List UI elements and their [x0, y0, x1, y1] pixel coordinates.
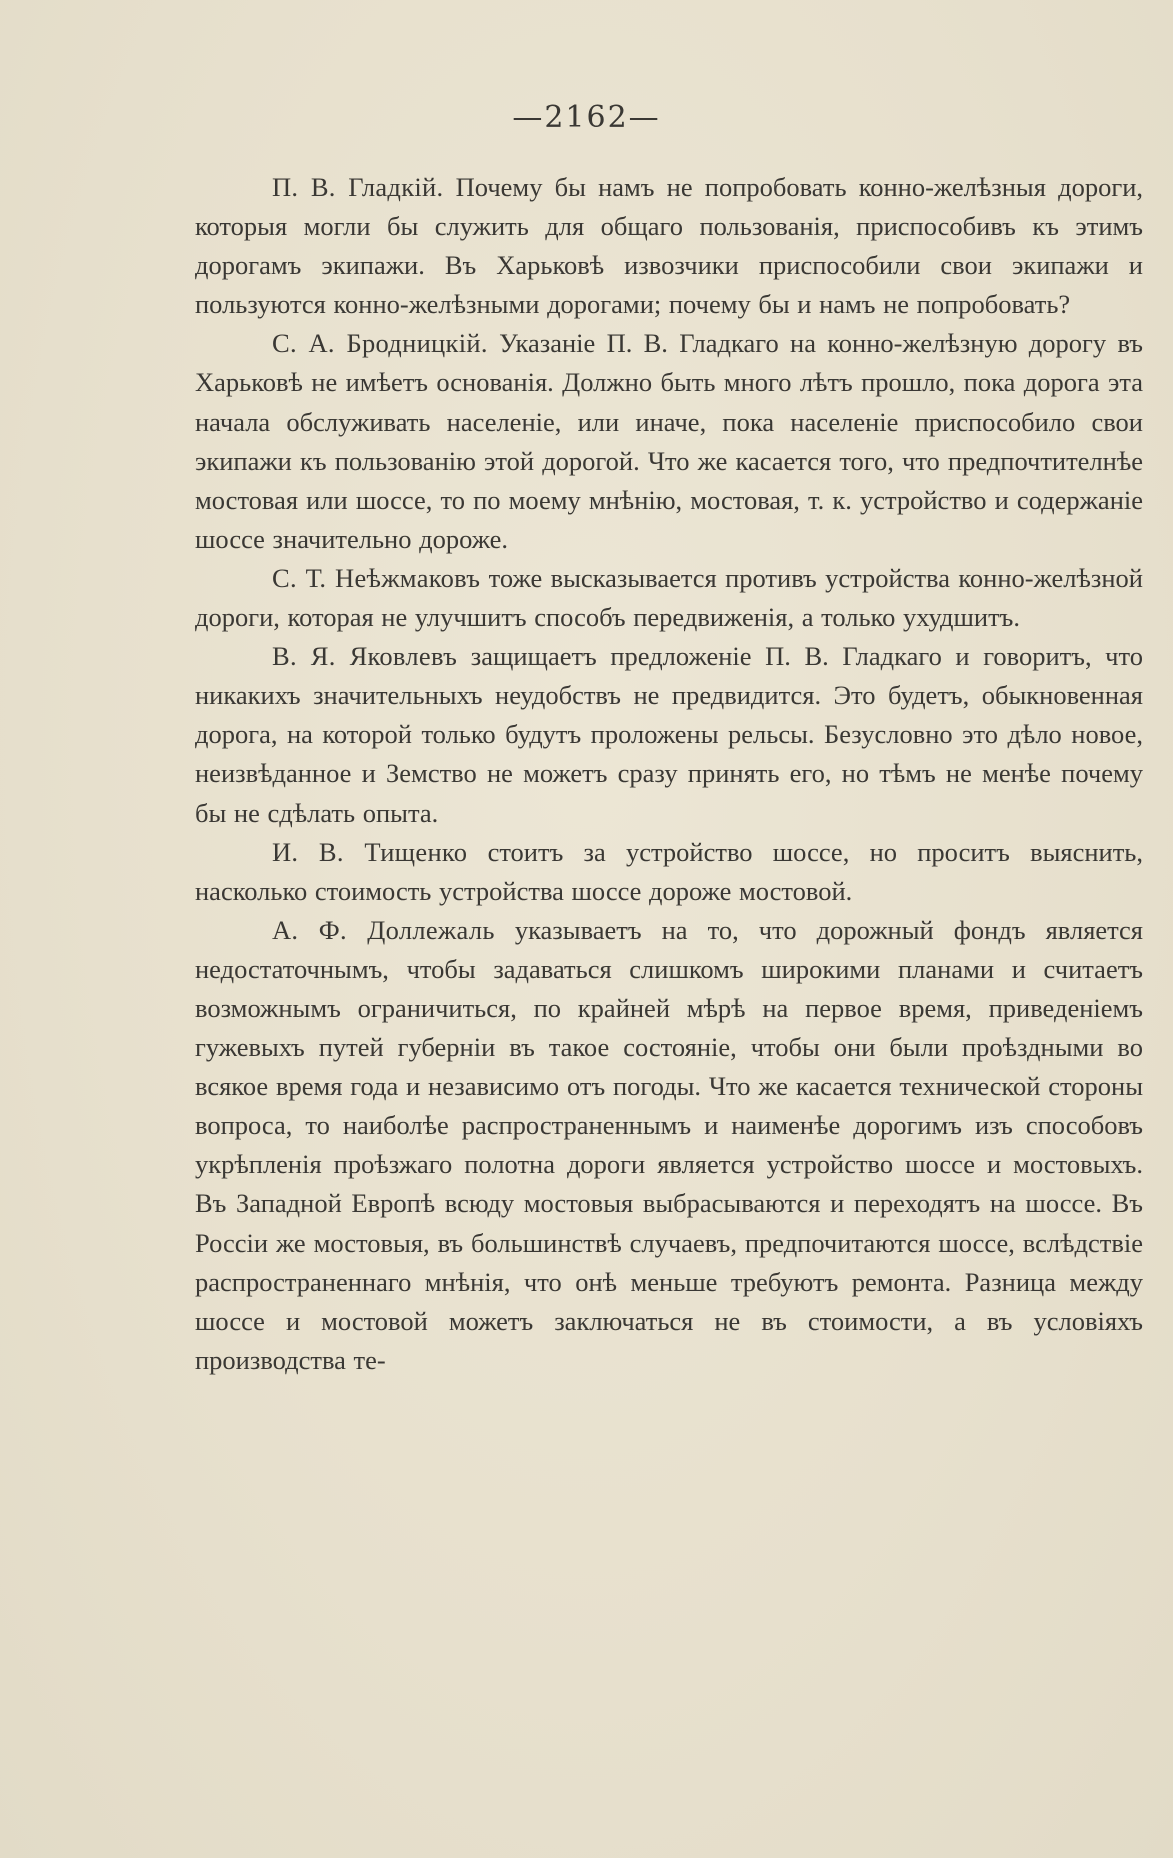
- paragraph-brodnitskiy: [195, 324, 1143, 559]
- paragraph-text: защищаетъ предложеніе П. В. Гладкаго и говоритъ, что никакихъ значительныхъ неудобствъ не предвидится. Это будетъ, обыкновенная дорога, на которой только будутъ проложены рельсы. Безусловно это дѣло новое, неизвѣданное и Земство не можетъ сразу принять его, но тѣмъ не менѣе почему бы не сдѣлать опыта.: [195, 641, 1143, 828]
- speaker-name: И. В. Тищенко: [272, 836, 468, 867]
- paragraph-text: Почему бы намъ не попробовать конно-желѣзныя дороги, которыя могли бы служить для общаго пользованія, приспособивъ къ этимъ дорогамъ экипажи. Въ Харьковѣ извозчики приспособили свои экипажи и пользуются конно-желѣзными дорогами; почему бы и намъ не попробовать?: [195, 172, 1143, 320]
- paragraph-yakovlev: [195, 637, 1143, 832]
- speaker-name: С. Т. Неѣжмаковъ: [272, 562, 481, 593]
- paragraph-text: указываетъ на то, что дорожный фондъ является недостаточнымъ, чтобы задаваться слишкомъ широкими планами и считаетъ возможнымъ ограничиться, по крайней мѣрѣ на первое время, приведеніемъ гужевыхъ путей губерніи въ такое состояніе, чтобы они были проѣздными во всякое время года и независимо отъ погоды. Что же касается технической стороны вопроса, то наиболѣе распространеннымъ и наименѣе дорогимъ изъ способовъ укрѣпленія проѣзжаго полотна дороги является устройство шоссе и мостовыхъ. Въ Западной Европѣ всюду мостовыя выбрасываются и переходятъ на шоссе. Въ Россіи же мостовыя, въ большинствѣ случаевъ, предпочитаются шоссе, вслѣдствіе распространеннаго мнѣнія, что онѣ меньше требуютъ ремонта. Разница между шоссе и мостовой можетъ заключаться не въ стоимости, а въ условіяхъ производства те-: [195, 914, 1143, 1375]
- speaker-name: А. Ф. Доллежаль: [272, 914, 495, 945]
- speaker-name: В. Я. Яковлевъ: [272, 641, 458, 672]
- page-body: [195, 168, 1143, 1380]
- paragraph-text: стоитъ за устройство шоссе, но проситъ выяснить, насколько стоимость устройства шоссе дороже мостовой.: [195, 836, 1143, 906]
- speaker-name: С. А. Бродницкій.: [272, 328, 488, 359]
- page-number: —2162—: [512, 100, 661, 135]
- paragraph-dollezhal: [195, 911, 1143, 1380]
- paragraph-gladkiy: [195, 168, 1143, 324]
- paragraph-tishchenko: [195, 833, 1143, 911]
- speaker-name: П. В. Гладкій.: [272, 172, 444, 202]
- paragraph-neezhmakov: [195, 559, 1143, 637]
- paragraph-text: Указаніе П. В. Гладкаго на конно-желѣзную дорогу въ Харьковѣ не имѣетъ основанія. Должно быть много лѣтъ прошло, пока дорога эта начала обслуживать населеніе, или иначе, пока населеніе приспособило свои экипажи къ пользованію этой дорогой. Что же касается того, что предпочтителнѣе мостовая или шоссе, то по моему мнѣнію, мостовая, т. к. устройство и содержаніе шоссе значительно дороже.: [195, 328, 1143, 554]
- paragraph-text: тоже высказывается противъ устройства конно-желѣзной дороги, которая не улучшитъ способъ передвиженія, а только ухудшитъ.: [195, 562, 1143, 633]
